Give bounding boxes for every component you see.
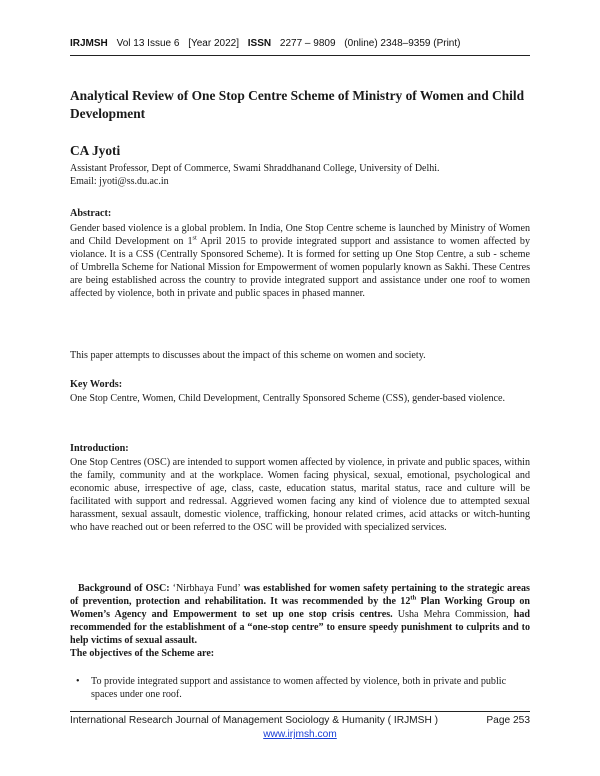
commission-name: Usha Mehra Commission, <box>392 609 509 621</box>
abstract-heading: Abstract: <box>70 208 112 219</box>
author-name: CA Jyoti <box>70 143 121 158</box>
page-number: Page 253 <box>486 715 530 726</box>
background-sup: th <box>410 594 417 602</box>
paper-title: Analytical Review of One Stop Centre Scheme of Ministry of Women and Child Development <box>70 88 525 121</box>
header-divider <box>70 55 530 56</box>
issn-number: 2277 – 9809 <box>279 38 336 49</box>
introduction-text: One Stop Centres (OSC) are intended to support women affected by violence, in private and public spaces, within the family, community and at the workplace. Women facing physical, sexual, emotional, psychological and economic abuse, irrespective of age, class, caste, education status, marital status, race and culture will be facilitated with support and redressal. Aggrieved women facing any kind of violence due to attempted sexual harassment, sexual assault, domestic violence, trafficking, honour related crimes, acid attacks or witch-hunting who have reached out or been referred to the OSC will be provided with specialized services. <box>70 457 530 534</box>
running-footer <box>70 715 530 726</box>
journal-abbrev: IRJMSH <box>70 38 108 49</box>
background-text-3: had recommended for the establishment of a “one-stop centre” to ensure speedy punishment to culprits and to help victims of sexual assault. <box>70 609 530 647</box>
objectives-heading: The objectives of the Scheme are: <box>70 648 215 660</box>
nirbhaya-fund-quote: ‘Nirbhaya Fund’ <box>169 583 241 594</box>
list-item <box>70 675 530 701</box>
abstract-text-a: Gender based violence is a global problem. In India, One Stop Centre scheme is launched by Ministry of Women and Child Development on 1 <box>70 223 530 248</box>
issn-online: (0nline) 2348–9359 (Print) <box>344 38 461 49</box>
background-text-2: Plan Working Group on Women’s Agency and Empowerment to set up one stop crisis centres. <box>70 596 530 621</box>
abstract-text-b: April 2015 to provide integrated support and assistance to women affected by violance. It is a CSS (Centrally Sponsored Scheme). It is formed for setting up One Stop Centre, a sub - scheme of Umbrella Scheme for National Mission for Empowerment of women popularly known as Sakhi. These Centres are being established across the country to provide integrated support and assistance under one roof to women affected by violence, both in private and public spaces in phased manner. <box>70 236 530 300</box>
affiliation-line: Assistant Professor, Dept of Commerce, Swami Shraddhanand College, University of Delhi. <box>70 163 440 174</box>
year: [Year 2022] <box>188 38 239 49</box>
abstract-paragraph-2: This paper attempts to discusses about the impact of this scheme on women and society. <box>70 350 426 361</box>
journal-website-link[interactable]: www.irjmsh.com <box>263 729 337 740</box>
abstract-sup: st <box>192 234 197 242</box>
author-affiliation <box>70 162 540 188</box>
running-header <box>70 38 530 49</box>
volume-issue: Vol 13 Issue 6 <box>116 38 180 49</box>
introduction-heading: Introduction: <box>70 443 129 454</box>
author-email: Email: jyoti@ss.du.ac.in <box>70 176 169 187</box>
keywords-heading: Key Words: <box>70 379 123 390</box>
background-lead: Background of OSC: <box>78 583 170 594</box>
background-text-1: was established for women safety pertaining to the strategic areas of prevention, protection and rehabilitation. It was recommended by the 12 <box>70 583 530 608</box>
journal-full-name: International Research Journal of Management Sociology & Humanity ( IRJMSH ) <box>70 715 439 726</box>
objectives-list <box>70 675 530 701</box>
list-item-text: To provide integrated support and assistance to women affected by violence, both in private and public spaces under one roof. <box>91 676 507 701</box>
issn-label: ISSN <box>247 38 272 49</box>
footer-divider <box>70 711 530 712</box>
keywords-text: One Stop Centre, Women, Child Development, Centrally Sponsored Scheme (CSS), gender-based violence. <box>70 393 505 404</box>
abstract-paragraph <box>70 222 530 301</box>
bullet-icon: • <box>76 676 80 687</box>
background-paragraph <box>70 582 530 661</box>
